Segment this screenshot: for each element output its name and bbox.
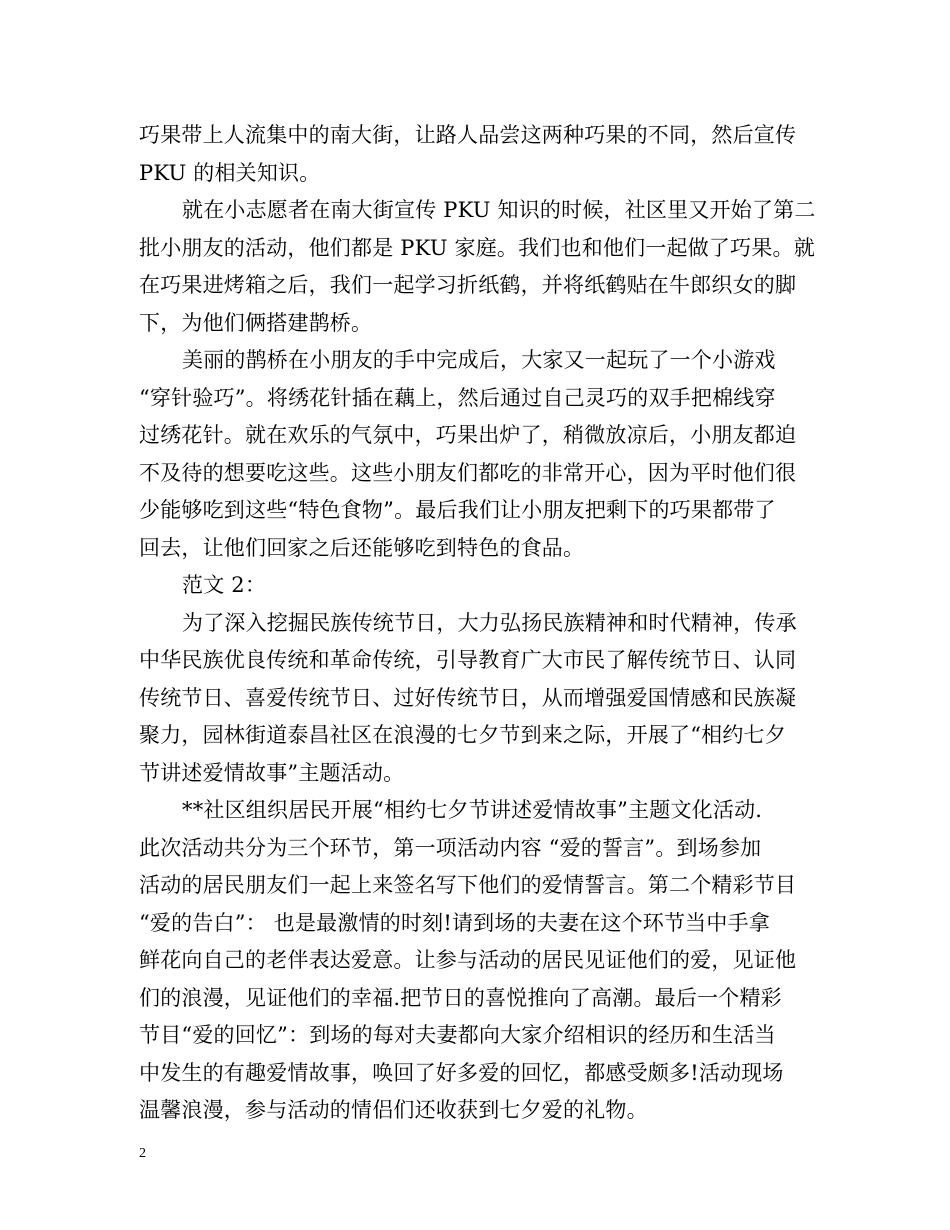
text-line: 聚力，园林街道泰昌社区在浪漫的七夕节到来之际，开展了“相约七夕 xyxy=(139,723,786,747)
text-line: PKU 的相关知识。 xyxy=(139,160,321,185)
text-line: “穿针验巧”。将绣花针插在藕上，然后通过自己灵巧的双手把棉线穿 xyxy=(139,385,776,410)
text-line: “爱的告白”： 也是最激情的时刻!请到场的夫妻在这个环节当中手拿 xyxy=(139,910,770,935)
text-line: 们的浪漫，见证他们的幸福.把节日的喜悦推向了高潮。最后一个精彩 xyxy=(139,985,782,1010)
text-line: 回去，让他们回家之后还能够吃到特色的食品。 xyxy=(139,535,585,560)
text-line: 少能够吃到这些“特色食物”。最后我们让小朋友把剩下的巧果都带了 xyxy=(139,498,776,522)
text-line: 就在小志愿者在南大街宣传 PKU 知识的时候，社区里又开始了第二 xyxy=(182,198,816,222)
text-line: 下，为他们俩搭建鹊桥。 xyxy=(139,310,373,335)
text-line: 为了深入挖掘民族传统节日，大力弘扬民族精神和时代精神，传承 xyxy=(182,610,797,635)
text-line: 鲜花向自己的老伴表达爱意。让参与活动的居民见证他们的爱，见证他 xyxy=(139,948,797,972)
text-line: 过绣花针。就在欢乐的气氛中，巧果出炉了，稍微放凉后，小朋友都迫 xyxy=(139,423,797,447)
text-line: **社区组织居民开展“相约七夕节讲述爱情故事”主题文化活动. xyxy=(182,798,763,822)
page-number: 2 xyxy=(139,1146,146,1161)
text-line: 中发生的有趣爱情故事，唤回了好多爱的回忆，都感受颇多!活动现场 xyxy=(139,1060,784,1085)
text-line: 活动的居民朋友们一起上来签名写下他们的爱情誓言。第二个精彩节目 xyxy=(139,873,797,897)
text-line: 范文 2： xyxy=(182,573,267,597)
text-line: 节目“爱的回忆”：到场的每对夫妻都向大家介绍相识的经历和生活当 xyxy=(139,1023,776,1047)
text-line: 节讲述爱情故事”主题活动。 xyxy=(139,760,405,785)
text-line: 中华民族优良传统和革命传统，引导教育广大市民了解传统节日、认同 xyxy=(139,648,797,672)
text-line: 温馨浪漫，参与活动的情侣们还收获到七夕爱的礼物。 xyxy=(139,1098,648,1122)
text-line: 美丽的鹊桥在小朋友的手中完成后，大家又一起玩了一个小游戏 xyxy=(182,348,776,372)
text-line: 巧果带上人流集中的南大街，让路人品尝这两种巧果的不同，然后宣传 xyxy=(139,123,797,147)
text-line: 在巧果进烤箱之后，我们一起学习折纸鹤，并将纸鹤贴在牛郎织女的脚 xyxy=(139,273,797,297)
body-text xyxy=(139,117,819,1130)
text-line: 不及待的想要吃这些。这些小朋友们都吃的非常开心，因为平时他们很 xyxy=(139,460,797,485)
text-line: 传统节日、喜爱传统节日、过好传统节日，从而增强爱国情感和民族凝 xyxy=(139,685,797,710)
text-line: 批小朋友的活动，他们都是 PKU 家庭。我们也和他们一起做了巧果。就 xyxy=(139,235,815,260)
text-line: 此次活动共分为三个环节，第一项活动内容 “爱的誓言”。到场参加 xyxy=(139,835,762,860)
